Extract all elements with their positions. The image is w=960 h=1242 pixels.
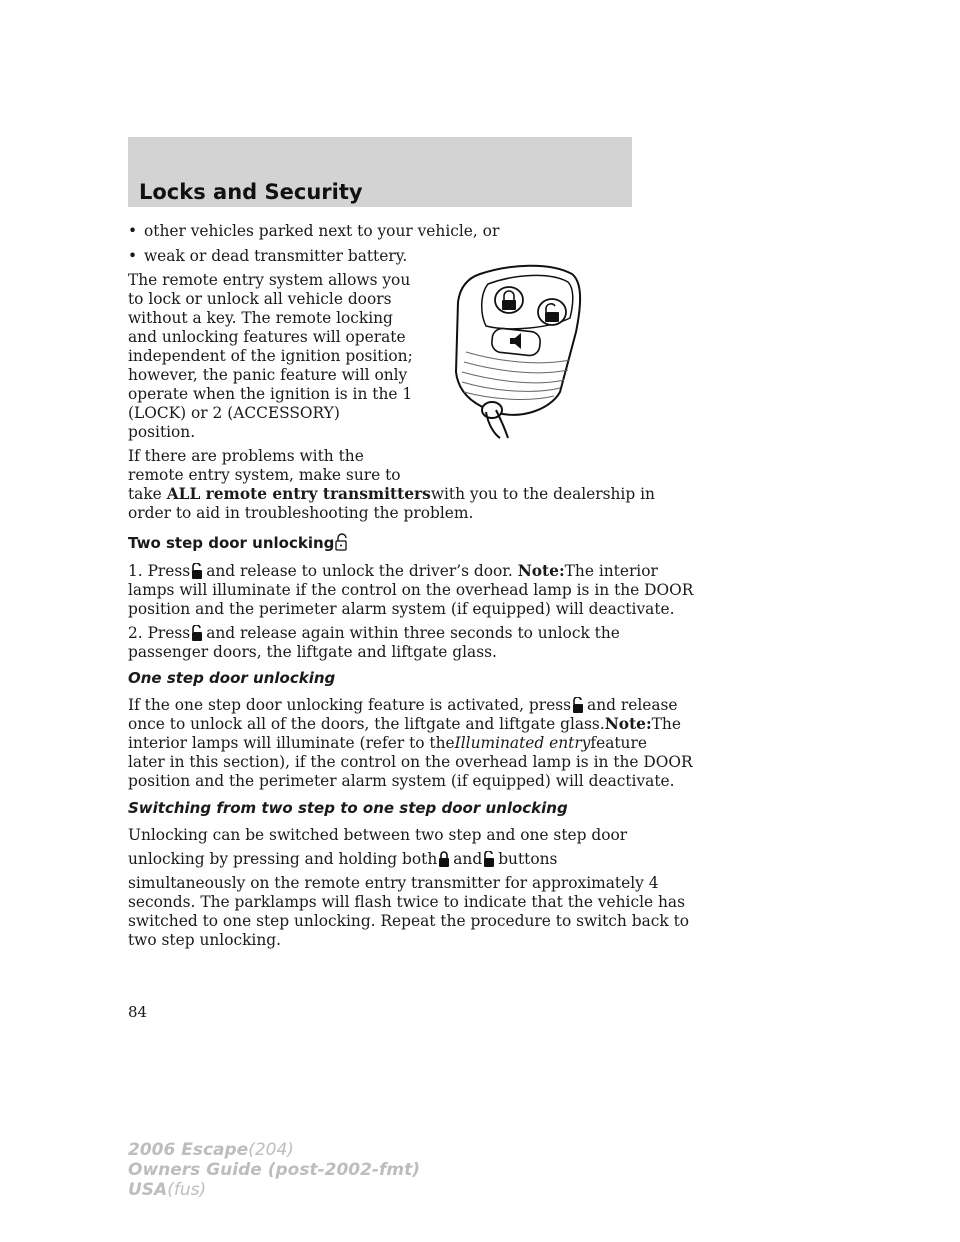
paragraph-line: (LOCK) or 2 (ACCESSORY) [128,404,340,422]
paragraph-line: position. [128,423,196,441]
paragraph-line: position and the perimeter alarm system (if equipped) will deactivate. [128,600,675,618]
emphasis-text: ALL remote entry transmitters [166,485,431,503]
paragraph-line: later in this section), if the control on the overhead lamp is in the DOOR [128,753,693,771]
cross-reference-text: Illuminated entry [454,734,591,752]
paragraph-line: seconds. The parklamps will flash twice to indicate that the vehicle has [128,893,685,911]
subsection-heading-two-step: Two step door unlocking [128,533,352,556]
subsection-heading-switching: Switching from two step to one step door unlocking [128,799,568,817]
paragraph-line: interior lamps will illuminate (refer to theIlluminated entryfeature [128,734,647,752]
paragraph-line: to lock or unlock all vehicle doors [128,290,392,308]
step-one: 1. Press and release to unlock the driver’s door. Note:The interior [128,562,658,584]
paragraph-line: Unlocking can be switched between two step and one step door [128,826,628,844]
paragraph-line: position and the perimeter alarm system (if equipped) will deactivate. [128,772,675,790]
list-item: • other vehicles parked next to your vehicle, or [128,222,500,240]
paragraph-line: lamps will illuminate if the control on the overhead lamp is in the DOOR [128,581,694,599]
subsection-heading-one-step: One step door unlocking [128,669,336,687]
paragraph-line: simultaneously on the remote entry transmitter for approximately 4 [128,874,659,892]
step-two: 2. Press and release again within three seconds to unlock the [128,624,620,646]
lock-icon [438,851,450,872]
section-title: Locks and Security [139,180,363,204]
list-item: • weak or dead transmitter battery. [128,247,408,265]
unlock-icon [335,533,349,556]
paragraph-line: If the one step door unlocking feature is activated, press and release [128,696,678,718]
paragraph-line: take ALL remote entry transmitterswith you to the dealership in [128,485,655,503]
paragraph-line: once to unlock all of the doors, the liftgate and liftgate glass.Note:The [128,715,681,733]
paragraph-line: If there are problems with the [128,447,364,465]
unlock-icon [483,851,495,872]
paragraph-line: without a key. The remote locking [128,309,393,327]
paragraph-line: passenger doors, the liftgate and liftgate glass. [128,643,497,661]
paragraph-line: The remote entry system allows you [128,271,411,289]
paragraph-line: operate when the ignition is in the 1 [128,385,413,403]
paragraph-line: two step unlocking. [128,931,281,949]
paragraph-line: unlocking by pressing and holding both and buttons [128,850,557,872]
paragraph-line: switched to one step unlocking. Repeat the procedure to switch back to [128,912,690,930]
paragraph-line: remote entry system, make sure to [128,466,401,484]
page-number: 84 [128,1003,148,1021]
paragraph-line: independent of the ignition position; [128,347,413,365]
remote-key-fob-illustration [440,262,590,442]
paragraph-line: order to aid in troubleshooting the problem. [128,504,474,522]
paragraph-line: and unlocking features will operate [128,328,406,346]
paragraph-line: however, the panic feature will only [128,366,408,384]
document-footer: 2006 Escape(204) Owners Guide (post-2002-fmt) USA(fus) [128,1140,421,1200]
